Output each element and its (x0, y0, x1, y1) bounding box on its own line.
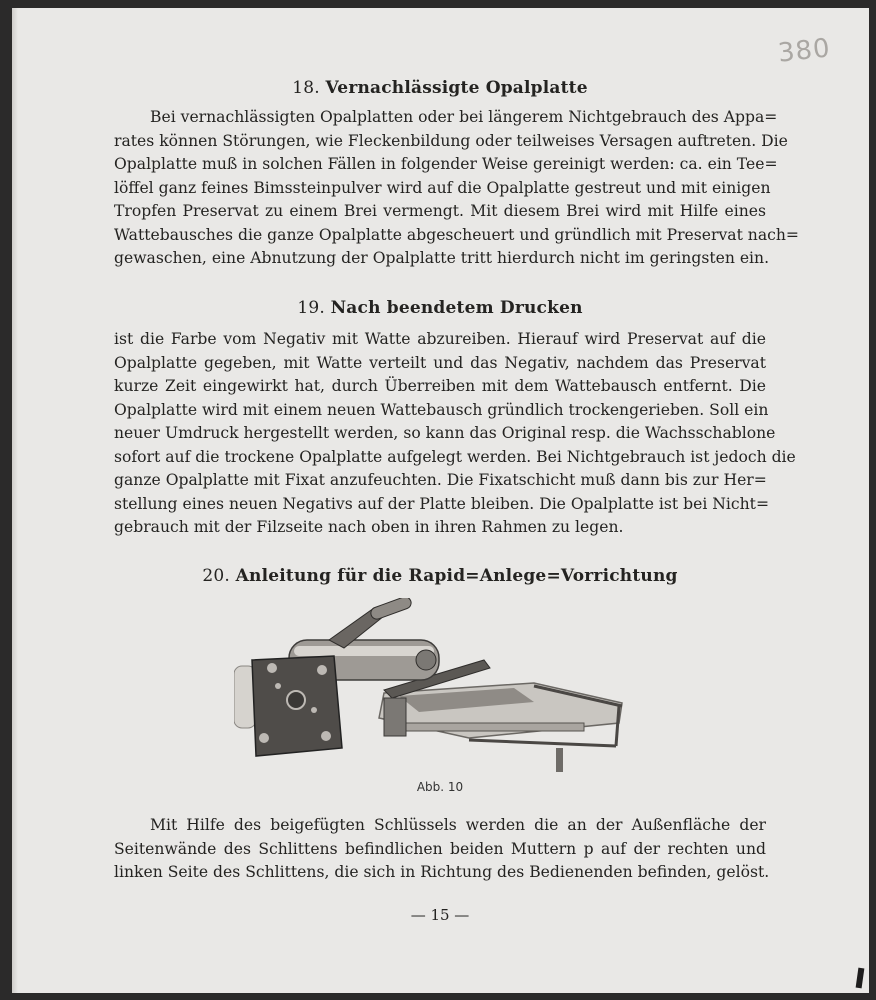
text-line: sofort auf die trockene Opalplatte aufgelegt werden. Bei Nichtgebrauch ist jedoch die (114, 447, 796, 466)
figure-caption: Abb. 10 (416, 780, 464, 794)
text-line: Bei vernachlässigten Opalplatten oder bei längerem Nichtgebrauch des Appa= (150, 108, 778, 126)
page-fold-shadow (12, 8, 18, 993)
section-18-heading (114, 78, 766, 98)
text-line: Opalplatte muß in solchen Fällen in folgender Weise gereinigt werden: ca. ein Tee= (114, 155, 778, 173)
section-18-paragraph (114, 106, 799, 271)
section-18-number: 18. (292, 78, 320, 98)
text-line: Seitenwände des Schlittens befindlichen beiden Muttern p auf der rechten und (114, 839, 766, 858)
text-line: gebrauch mit der Filzseite nach oben in ihren Rahmen zu legen. (114, 518, 624, 536)
section-19-title: Nach beendetem Drucken (330, 298, 583, 318)
section-19-number: 19. (297, 298, 325, 318)
text-line: Wattebausches die ganze Opalplatte abgescheuert und gründlich mit Preservat nach= (114, 225, 799, 244)
text-line: neuer Umdruck hergestellt werden, so kann das Original resp. die Wachsschablone (114, 424, 776, 442)
text-line: stellung eines neuen Negativs auf der Platte bleiben. Die Opalplatte ist bei Nicht= (114, 494, 770, 513)
text-line: rates können Störungen, wie Fleckenbildung oder teilweises Versagen auftreten. Die (114, 131, 788, 150)
figure-rapid-anlege-vorrichtung (234, 598, 626, 780)
text-line: Tropfen Preservat zu einem Brei vermengt. Mit diesem Brei wird mit Hilfe eines (114, 202, 766, 220)
section-18-title: Vernachlässigte Opalplatte (325, 78, 588, 98)
text-line: ist die Farbe vom Negativ mit Watte abzureiben. Hierauf wird Preservat auf die (114, 330, 766, 348)
section-20-number: 20. (202, 566, 231, 586)
text-line: löffel ganz feines Bimssteinpulver wird auf die Opalplatte gestreut und mit einigen (114, 178, 771, 197)
text-line: kurze Zeit eingewirkt hat, durch Überreiben mit dem Wattebausch entfernt. Die (114, 377, 766, 395)
section-20-paragraph (114, 814, 770, 885)
pencil-annotation: 380 (776, 33, 833, 69)
text-line: linken Seite des Schlittens, die sich in Richtung des Bedienenden befinden, gelöst. (114, 863, 770, 881)
text-line: gewaschen, eine Abnutzung der Opalplatte tritt hierdurch nicht im geringsten ein. (114, 249, 770, 267)
text-line: ganze Opalplatte mit Fixat anzufeuchten. Die Fixatschicht muß dann bis zur Her= (114, 471, 767, 489)
section-20-heading (114, 566, 766, 586)
page-number: — 15 — (410, 906, 470, 924)
section-20-title: Anleitung für die Rapid=Anlege=Vorrichtung (235, 566, 678, 586)
section-19-paragraph (114, 328, 796, 540)
section-19-heading (114, 298, 766, 318)
text-line: Opalplatte wird mit einem neuen Wattebausch gründlich trockengerieben. Soll ein (114, 400, 769, 419)
text-line: Mit Hilfe des beigefügten Schlüssels werden die an der Außenfläche der (150, 816, 766, 834)
text-line: Opalplatte gegeben, mit Watte verteilt und das Negativ, nachdem das Preservat (114, 353, 766, 372)
